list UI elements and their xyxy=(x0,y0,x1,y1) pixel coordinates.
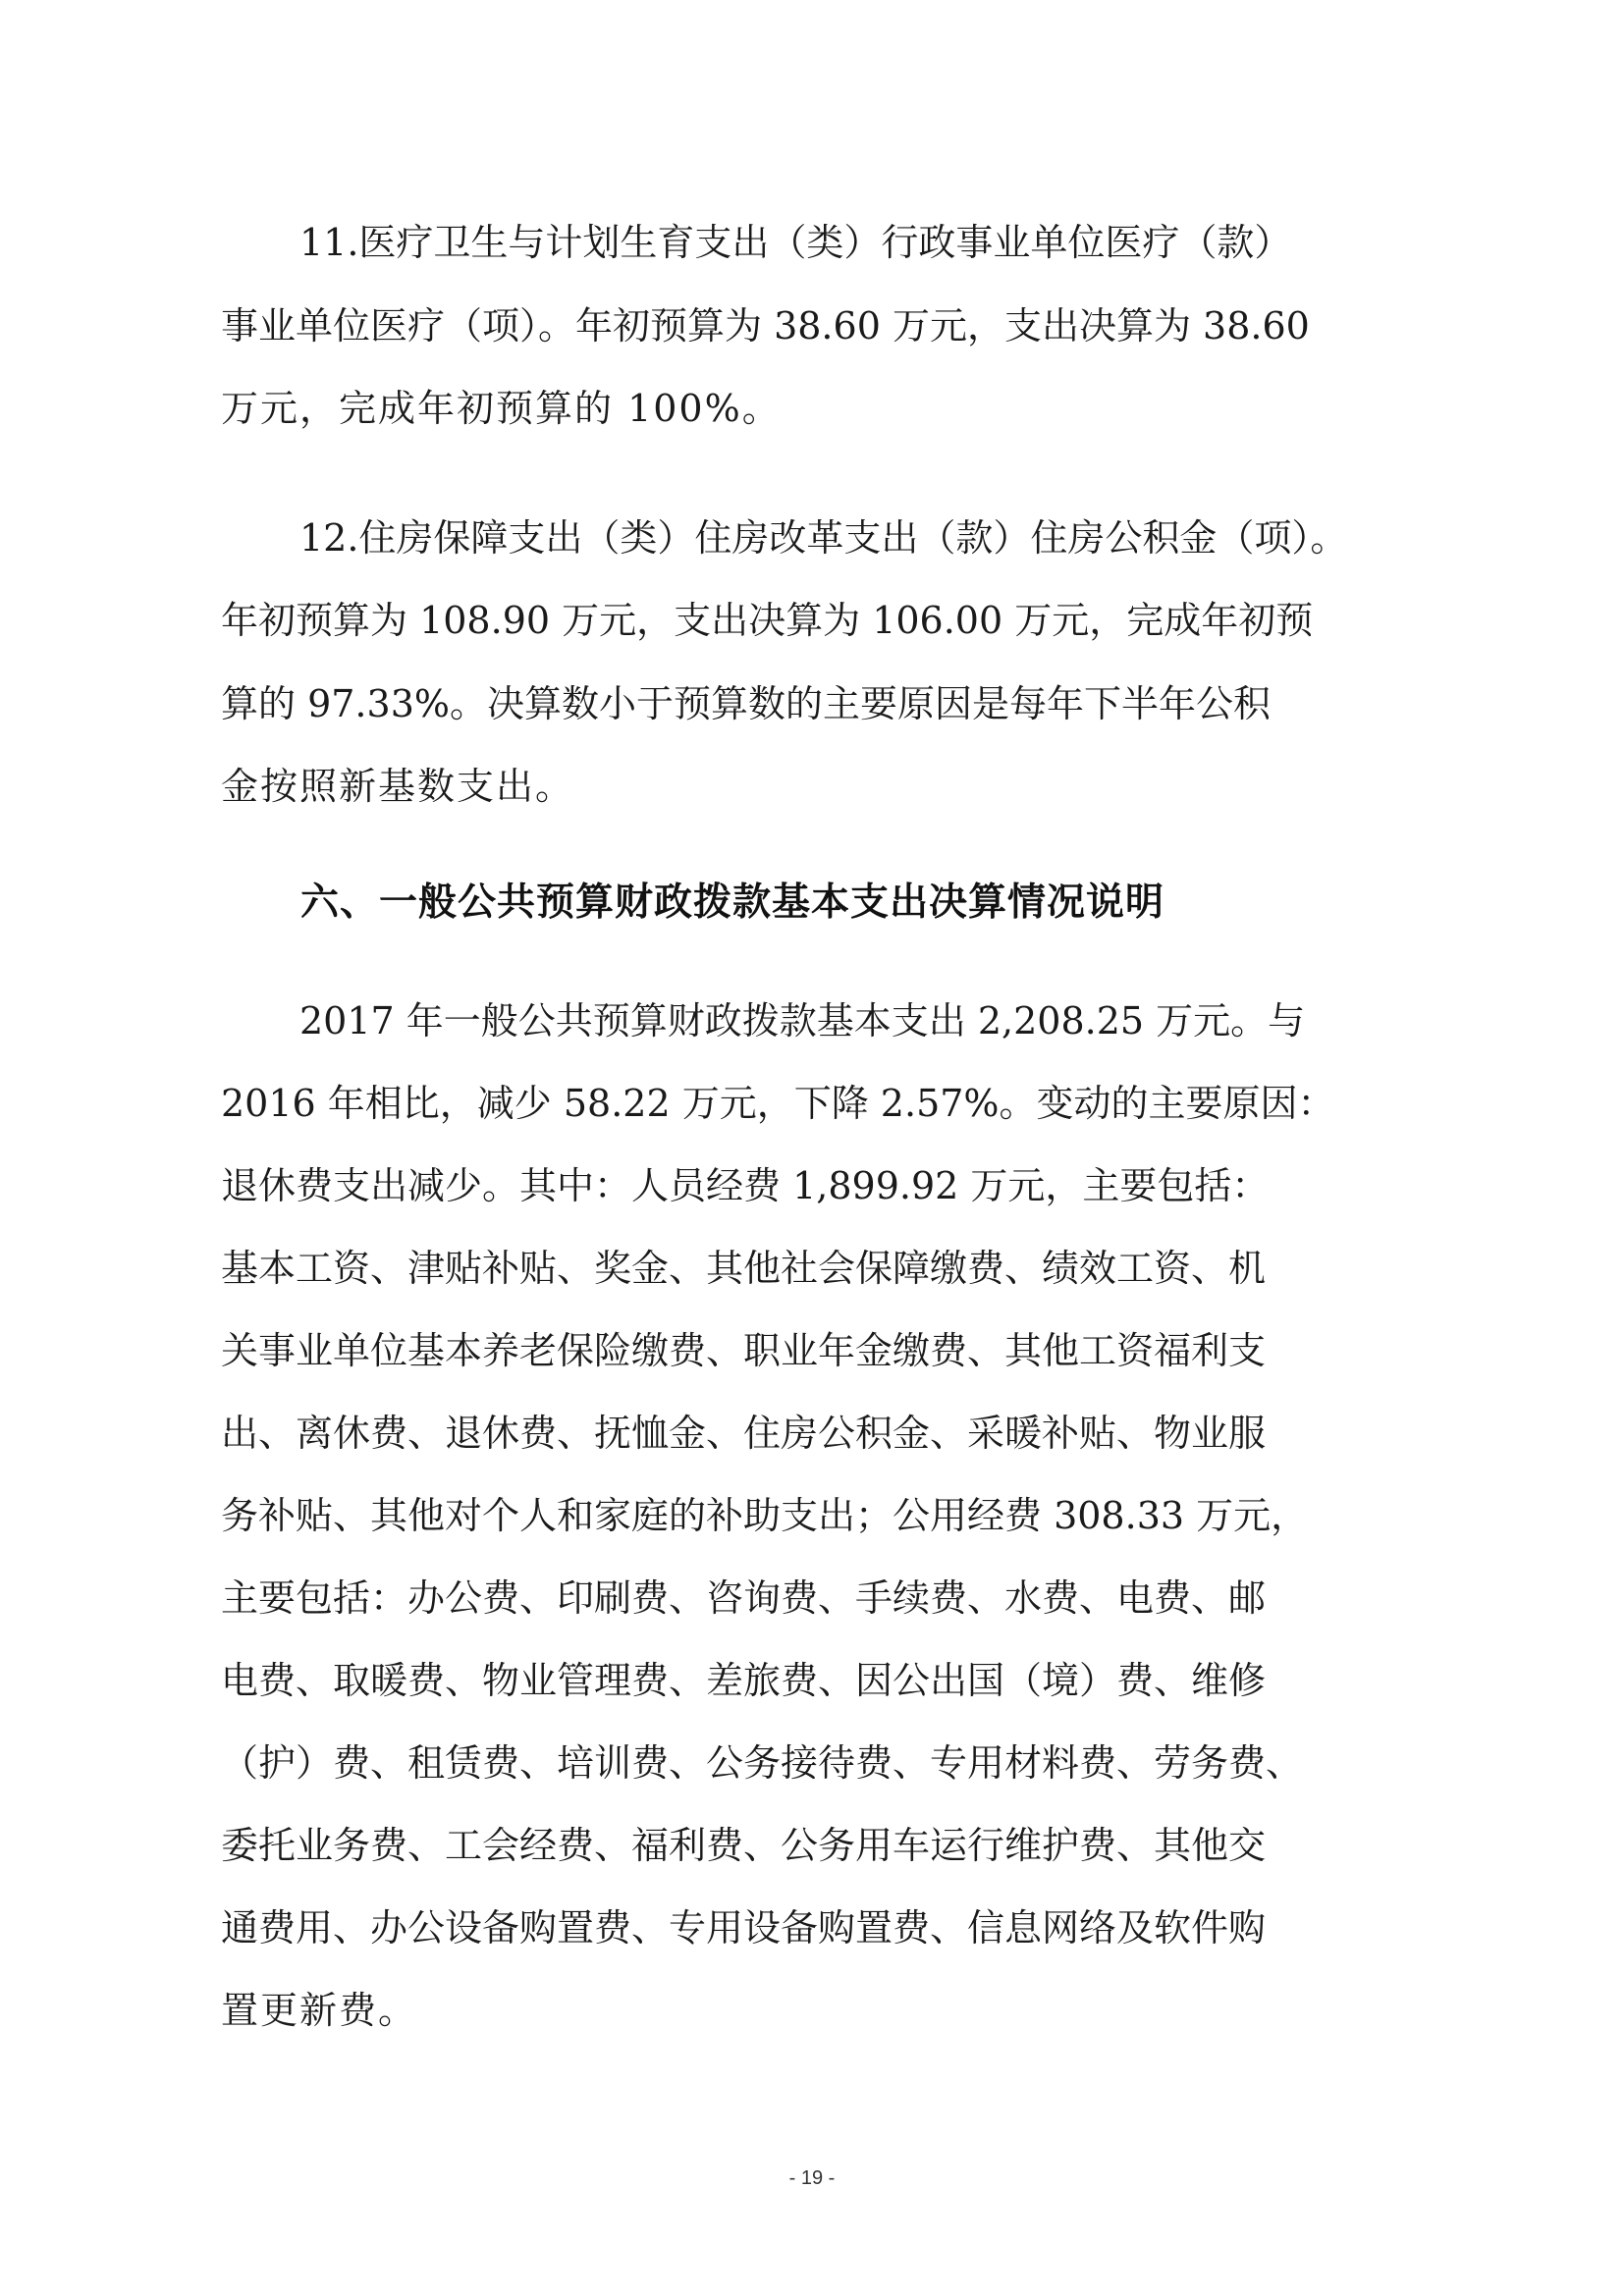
basic-paragraph-line-3: 退休费支出减少。其中：人员经费 1,899.92 万元，主要包括： xyxy=(221,1164,1270,1207)
paragraph-12-line-4: 金按照新基数支出。 xyxy=(221,765,575,808)
basic-paragraph-line-9: 电费、取暖费、物业管理费、差旅费、因公出国（境）费、维修 xyxy=(221,1659,1267,1702)
basic-paragraph-line-12: 通费用、办公设备购置费、专用设备购置费、信息网络及软件购 xyxy=(221,1906,1267,1949)
basic-paragraph-line-2: 2016 年相比，减少 58.22 万元，下降 2.57%。变动的主要原因： xyxy=(221,1082,1335,1125)
paragraph-11-line-1: 11.医疗卫生与计划生育支出（类）行政事业单位医疗（款） xyxy=(299,221,1292,264)
page-number: - 19 - xyxy=(788,2167,836,2189)
basic-paragraph-line-7: 务补贴、其他对个人和家庭的补助支出；公用经费 308.33 万元， xyxy=(221,1494,1309,1537)
basic-paragraph-line-5: 关事业单位基本养老保险缴费、职业年金缴费、其他工资福利支 xyxy=(221,1329,1267,1372)
paragraph-12-line-1: 12.住房保障支出（类）住房改革支出（款）住房公积金（项）。 xyxy=(299,516,1348,560)
paragraph-12-line-3: 算的 97.33%。决算数小于预算数的主要原因是每年下半年公积 xyxy=(221,682,1271,725)
basic-paragraph-line-11: 委托业务费、工会经费、福利费、公务用车运行维护费、其他交 xyxy=(221,1824,1267,1867)
basic-paragraph-line-6: 出、离休费、退休费、抚恤金、住房公积金、采暖补贴、物业服 xyxy=(221,1412,1267,1455)
paragraph-12-line-2: 年初预算为 108.90 万元，支出决算为 106.00 万元，完成年初预 xyxy=(221,599,1314,642)
basic-paragraph-line-1: 2017 年一般公共预算财政拨款基本支出 2,208.25 万元。与 xyxy=(299,999,1306,1042)
basic-paragraph-line-13: 置更新费。 xyxy=(221,1989,418,2032)
basic-paragraph-line-10: （护）费、租赁费、培训费、公务接待费、专用材料费、劳务费、 xyxy=(221,1741,1304,1785)
section-heading: 六、一般公共预算财政拨款基本支出决算情况说明 xyxy=(300,881,1165,925)
paragraph-11-line-3: 万元，完成年初预算的 100%。 xyxy=(221,387,782,430)
basic-paragraph-line-8: 主要包括：办公费、印刷费、咨询费、手续费、水费、电费、邮 xyxy=(221,1576,1267,1620)
basic-paragraph-line-4: 基本工资、津贴补贴、奖金、其他社会保障缴费、绩效工资、机 xyxy=(221,1247,1267,1290)
paragraph-11-line-2: 事业单位医疗（项）。年初预算为 38.60 万元，支出决算为 38.60 xyxy=(221,304,1310,347)
